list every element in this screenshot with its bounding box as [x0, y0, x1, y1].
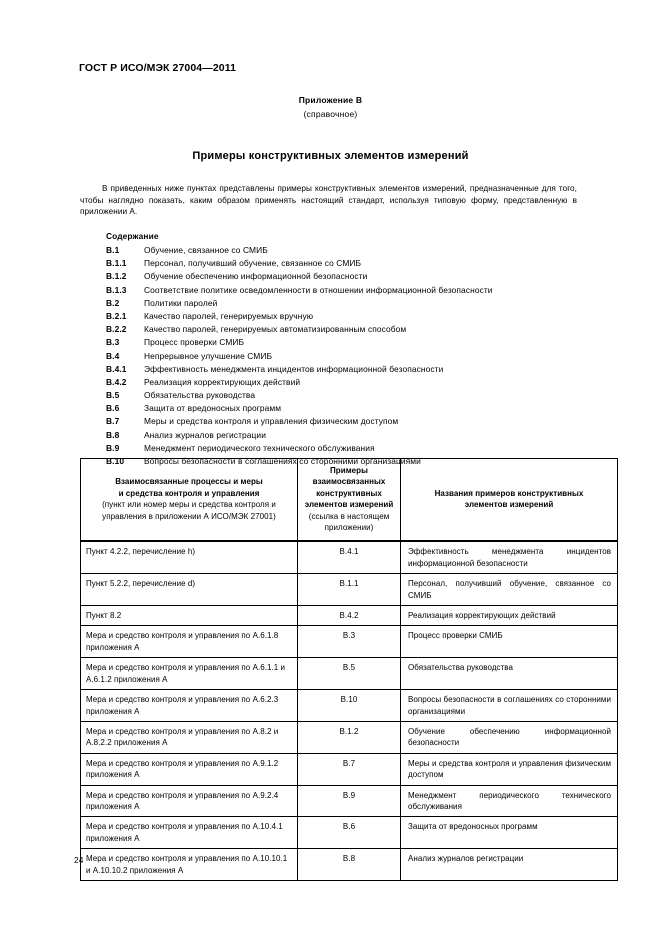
table-cell-control: Мера и средство контроля и управления по А.9.1.2 приложения А [81, 753, 298, 785]
table-row [81, 817, 618, 849]
measurement-constructs-table [80, 458, 618, 881]
contents-item-label: Анализ журналов регистрации [144, 429, 266, 440]
contents-item [106, 363, 606, 376]
contents-item [106, 336, 606, 349]
table-cell-reference: B.3 [298, 626, 401, 658]
contents-item [106, 350, 606, 363]
contents-item-number: B.7 [106, 416, 120, 427]
contents-item [106, 429, 606, 442]
contents-item-number: B.9 [106, 442, 120, 453]
table-cell-reference: B.1.1 [298, 574, 401, 606]
contents-item-label: Процесс проверки СМИБ [144, 337, 245, 348]
contents-item-number: B.4.1 [106, 363, 127, 374]
header-line: управления в приложении А ИСО/МЭК 27001) [102, 511, 276, 521]
contents-item-label: Качество паролей, генерируемых автоматизированным способом [144, 324, 407, 335]
annex-designation [0, 93, 661, 121]
table-header-cell-reference [298, 459, 401, 542]
table-row [81, 753, 618, 785]
header-line: взаимосвязанных [312, 477, 386, 487]
header-line: Взаимосвязанные процессы и меры [115, 477, 263, 487]
table-cell-control: Мера и средство контроля и управления по А.10.10.1 и А.10.10.2 приложения А [81, 849, 298, 881]
table-cell-reference: B.5 [298, 658, 401, 690]
header-line: (ссылка в настоящем [308, 511, 390, 521]
intro-paragraph: В приведенных ниже пунктах представлены примеры конструктивных элементов измерений, предназначенные для того, чтобы наглядно показать, каким образом применять настоящий стандарт, используя типовую форму, представленную в приложении А. [80, 184, 577, 217]
contents-item-number: B.4 [106, 350, 120, 361]
table-header [81, 459, 618, 542]
contents-item-number: B.5 [106, 390, 120, 401]
table-cell-name: Защита от вредоносных программ [401, 817, 618, 849]
contents-item-number: B.1.3 [106, 284, 127, 295]
table-header-cell-names [401, 459, 618, 542]
header-line: элементов измерений [464, 500, 554, 510]
contents-item-label: Обязательства руководства [144, 390, 256, 401]
header-line: элементов измерений [304, 500, 394, 510]
table-cell-reference: B.1.2 [298, 721, 401, 753]
annex-type: (справочное) [303, 109, 358, 119]
table-row [81, 849, 618, 881]
contents-item [106, 376, 606, 389]
contents-item-label: Эффективность менеджмента инцидентов информационной безопасности [144, 363, 444, 374]
contents-item [106, 402, 606, 415]
contents-item-label: Соответствие политике осведомленности в отношении информационной безопасности [144, 284, 493, 295]
contents-item [106, 310, 606, 323]
contents-item-label: Меры и средства контроля и управления физическим доступом [144, 416, 399, 427]
table-cell-name: Меры и средства контроля и управления физическим доступом [401, 753, 618, 785]
table-cell-control: Мера и средство контроля и управления по А.8.2 и А.8.2.2 приложения А [81, 721, 298, 753]
table-cell-reference: B.4.1 [298, 541, 401, 573]
table-row [81, 541, 618, 573]
contents-item [106, 257, 606, 270]
table-cell-control: Мера и средство контроля и управления по А.6.1.1 и А.6.1.2 приложения А [81, 658, 298, 690]
table-cell-name: Эффективность менеджмента инцидентов информационной безопасности [401, 541, 618, 573]
contents-item [106, 323, 606, 336]
header-line: приложении) [324, 523, 374, 533]
contents-item [106, 270, 606, 283]
contents-item-number: B.2.2 [106, 324, 127, 335]
header-line: Примеры [330, 466, 368, 475]
annex-label: Приложение В [298, 95, 363, 105]
page-title: Примеры конструктивных элементов измерений [192, 150, 469, 162]
contents-item [106, 442, 606, 455]
table-cell-reference: B.9 [298, 785, 401, 817]
standard-header: ГОСТ Р ИСО/МЭК 27004—2011 [79, 62, 237, 74]
table-cell-control: Мера и средство контроля и управления по А.6.2.3 приложения А [81, 690, 298, 722]
table-row [81, 658, 618, 690]
table-body [81, 541, 618, 880]
header-line: и средства контроля и управления [118, 488, 260, 498]
contents-item-number: B.8 [106, 429, 120, 440]
table-row [81, 626, 618, 658]
contents-item-label: Персонал, получивший обучение, связанное со СМИБ [144, 258, 362, 269]
table-cell-name: Реализация корректирующих действий [401, 606, 618, 626]
table-cell-reference: B.8 [298, 849, 401, 881]
table-cell-name: Персонал, получивший обучение, связанное со СМИБ [401, 574, 618, 606]
contents-item-label: Реализация корректирующих действий [144, 376, 301, 387]
contents-item [106, 415, 606, 428]
contents-item [106, 284, 606, 297]
table-row [81, 606, 618, 626]
table-cell-name: Менеджмент периодического технического обслуживания [401, 785, 618, 817]
table-cell-control: Пункт 4.2.2, перечисление h) [81, 541, 298, 573]
contents-item-number: B.10 [106, 456, 125, 466]
contents-item-label: Обучение, связанное со СМИБ [144, 245, 268, 255]
table-row [81, 721, 618, 753]
contents-item [106, 297, 606, 310]
contents-item [106, 389, 606, 402]
header-line: (пункт или номер меры и средства контроля и [102, 500, 276, 510]
table-cell-control: Пункт 5.2.2, перечисление d) [81, 574, 298, 606]
contents-item-label: Менеджмент периодического технического обслуживания [144, 442, 375, 453]
contents-list [106, 244, 606, 468]
contents-item-number: B.2.1 [106, 310, 127, 321]
table-cell-control: Мера и средство контроля и управления по А.9.2.4 приложения А [81, 785, 298, 817]
table-cell-name: Процесс проверки СМИБ [401, 626, 618, 658]
contents-item-number: B.1 [106, 245, 120, 255]
table-cell-control: Мера и средство контроля и управления по А.10.4.1 приложения А [81, 817, 298, 849]
table-row [81, 574, 618, 606]
contents-heading: Содержание [106, 231, 159, 241]
table-row [81, 785, 618, 817]
contents-item-number: B.4.2 [106, 376, 127, 387]
table-cell-reference: B.10 [298, 690, 401, 722]
contents-item-number: B.2 [106, 297, 120, 308]
contents-item-number: B.1.1 [106, 258, 127, 269]
header-line: Названия примеров конструктивных [434, 488, 584, 498]
table-header-row [81, 459, 618, 542]
contents-item-number: B.1.2 [106, 271, 127, 282]
table-cell-reference: B.6 [298, 817, 401, 849]
header-line: конструктивных [316, 488, 382, 498]
table-cell-reference: B.7 [298, 753, 401, 785]
table-cell-control: Мера и средство контроля и управления по А.6.1.8 приложения А [81, 626, 298, 658]
table-cell-reference: B.4.2 [298, 606, 401, 626]
contents-item-number: B.6 [106, 403, 120, 414]
table-header-cell-controls [81, 459, 298, 542]
contents-item-label: Непрерывное улучшение СМИБ [144, 350, 273, 361]
table-cell-name: Обязательства руководства [401, 658, 618, 690]
contents-item-label: Вопросы безопасности в соглашениях со сторонними организациями [144, 456, 421, 466]
table-row [81, 690, 618, 722]
contents-item-label: Защита от вредоносных программ [144, 403, 282, 414]
contents-item-label: Обучение обеспечению информационной безопасности [144, 271, 368, 282]
page-number: 24 [74, 855, 84, 865]
table-cell-control: Пункт 8.2 [81, 606, 298, 626]
contents-item [106, 244, 606, 257]
table-cell-name: Анализ журналов регистрации [401, 849, 618, 881]
contents-item-number: B.3 [106, 337, 120, 348]
table-cell-name: Обучение обеспечению информационной безопасности [401, 721, 618, 753]
contents-item-label: Политики паролей [144, 297, 218, 308]
table-cell-name: Вопросы безопасности в соглашениях со сторонними организациями [401, 690, 618, 722]
contents-item-label: Качество паролей, генерируемых вручную [144, 310, 314, 321]
